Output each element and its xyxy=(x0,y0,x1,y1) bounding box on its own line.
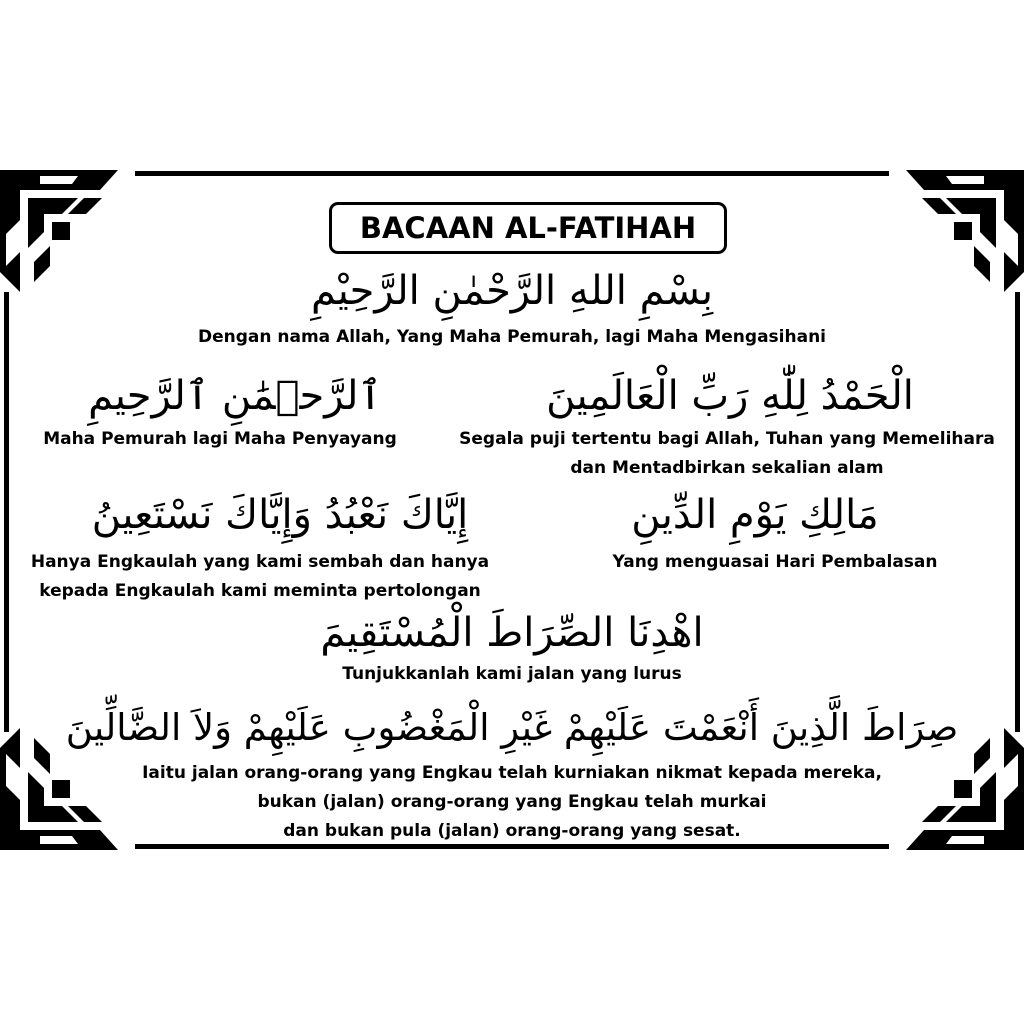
verse-7-arabic: صِرَاطَ الَّذِينَ أَنْعَمْتَ عَلَيْهِمْ غَيْرِ الْمَغْضُوبِ عَلَيْهِمْ وَلاَ الضَّالِّينَ xyxy=(65,706,959,749)
frame-left-line xyxy=(4,292,9,732)
verse-2-translation xyxy=(450,425,1004,483)
verse-6-arabic: اهْدِنَا الصِّرَاطَ الْمُسْتَقِيمَ xyxy=(320,610,704,656)
page-title: BACAAN AL-FATIHAH xyxy=(359,211,697,245)
verse-7-translation-line: Iaitu jalan orang-orang yang Engkau telah kurniakan nikmat kepada mereka, xyxy=(142,763,882,783)
verse-5-translation-line: kepada Engkaulah kami meminta pertolongan xyxy=(39,581,481,601)
verse-2-translation-line: dan Mentadbirkan sekalian alam xyxy=(570,458,884,478)
verse-4-arabic: مَالِكِ يَوْمِ الدِّينِ xyxy=(631,492,879,538)
verse-2-translation-line: Segala puji tertentu bagi Allah, Tuhan yang Memelihara xyxy=(459,429,995,449)
verse-7-translation-line: bukan (jalan) orang-orang yang Engkau telah murkai xyxy=(257,792,767,812)
frame-top-line xyxy=(135,171,889,176)
verse-1-translation: Dengan nama Allah, Yang Maha Pemurah, lagi Maha Mengasihani xyxy=(197,327,826,347)
verse-3-translation: Maha Pemurah lagi Maha Penyayang xyxy=(43,429,397,449)
frame-corner-top-right xyxy=(906,170,1024,292)
verse-7-translation-line: dan bukan pula (jalan) orang-orang yang sesat. xyxy=(283,821,741,841)
verse-2-arabic: الْحَمْدُ لِلّٰهِ رَبِّ الْعَالَمِينَ xyxy=(546,373,914,419)
verse-6-translation: Tunjukkanlah kami jalan yang lurus xyxy=(342,664,682,684)
verse-5-arabic: إِيَّاكَ نَعْبُدُ وَإِيَّاكَ نَسْتَعِينُ xyxy=(91,492,469,538)
verse-5-translation-line: Hanya Engkaulah yang kami sembah dan hanya xyxy=(30,552,490,572)
frame-corner-top-left xyxy=(0,170,118,292)
verse-3-arabic: ٱلرَّحۡمَٰنِ ٱلرَّحِيمِ xyxy=(88,373,382,419)
frame-right-line xyxy=(1015,292,1020,732)
verse-1-arabic: بِسْمِ اللهِ الرَّحْمٰنِ الرَّحِيْمِ xyxy=(310,268,714,314)
verse-4-translation: Yang menguasai Hari Pembalasan xyxy=(612,552,938,572)
verse-5-translation xyxy=(10,548,510,606)
title-box xyxy=(329,202,727,254)
verse-7-translation xyxy=(30,759,994,846)
